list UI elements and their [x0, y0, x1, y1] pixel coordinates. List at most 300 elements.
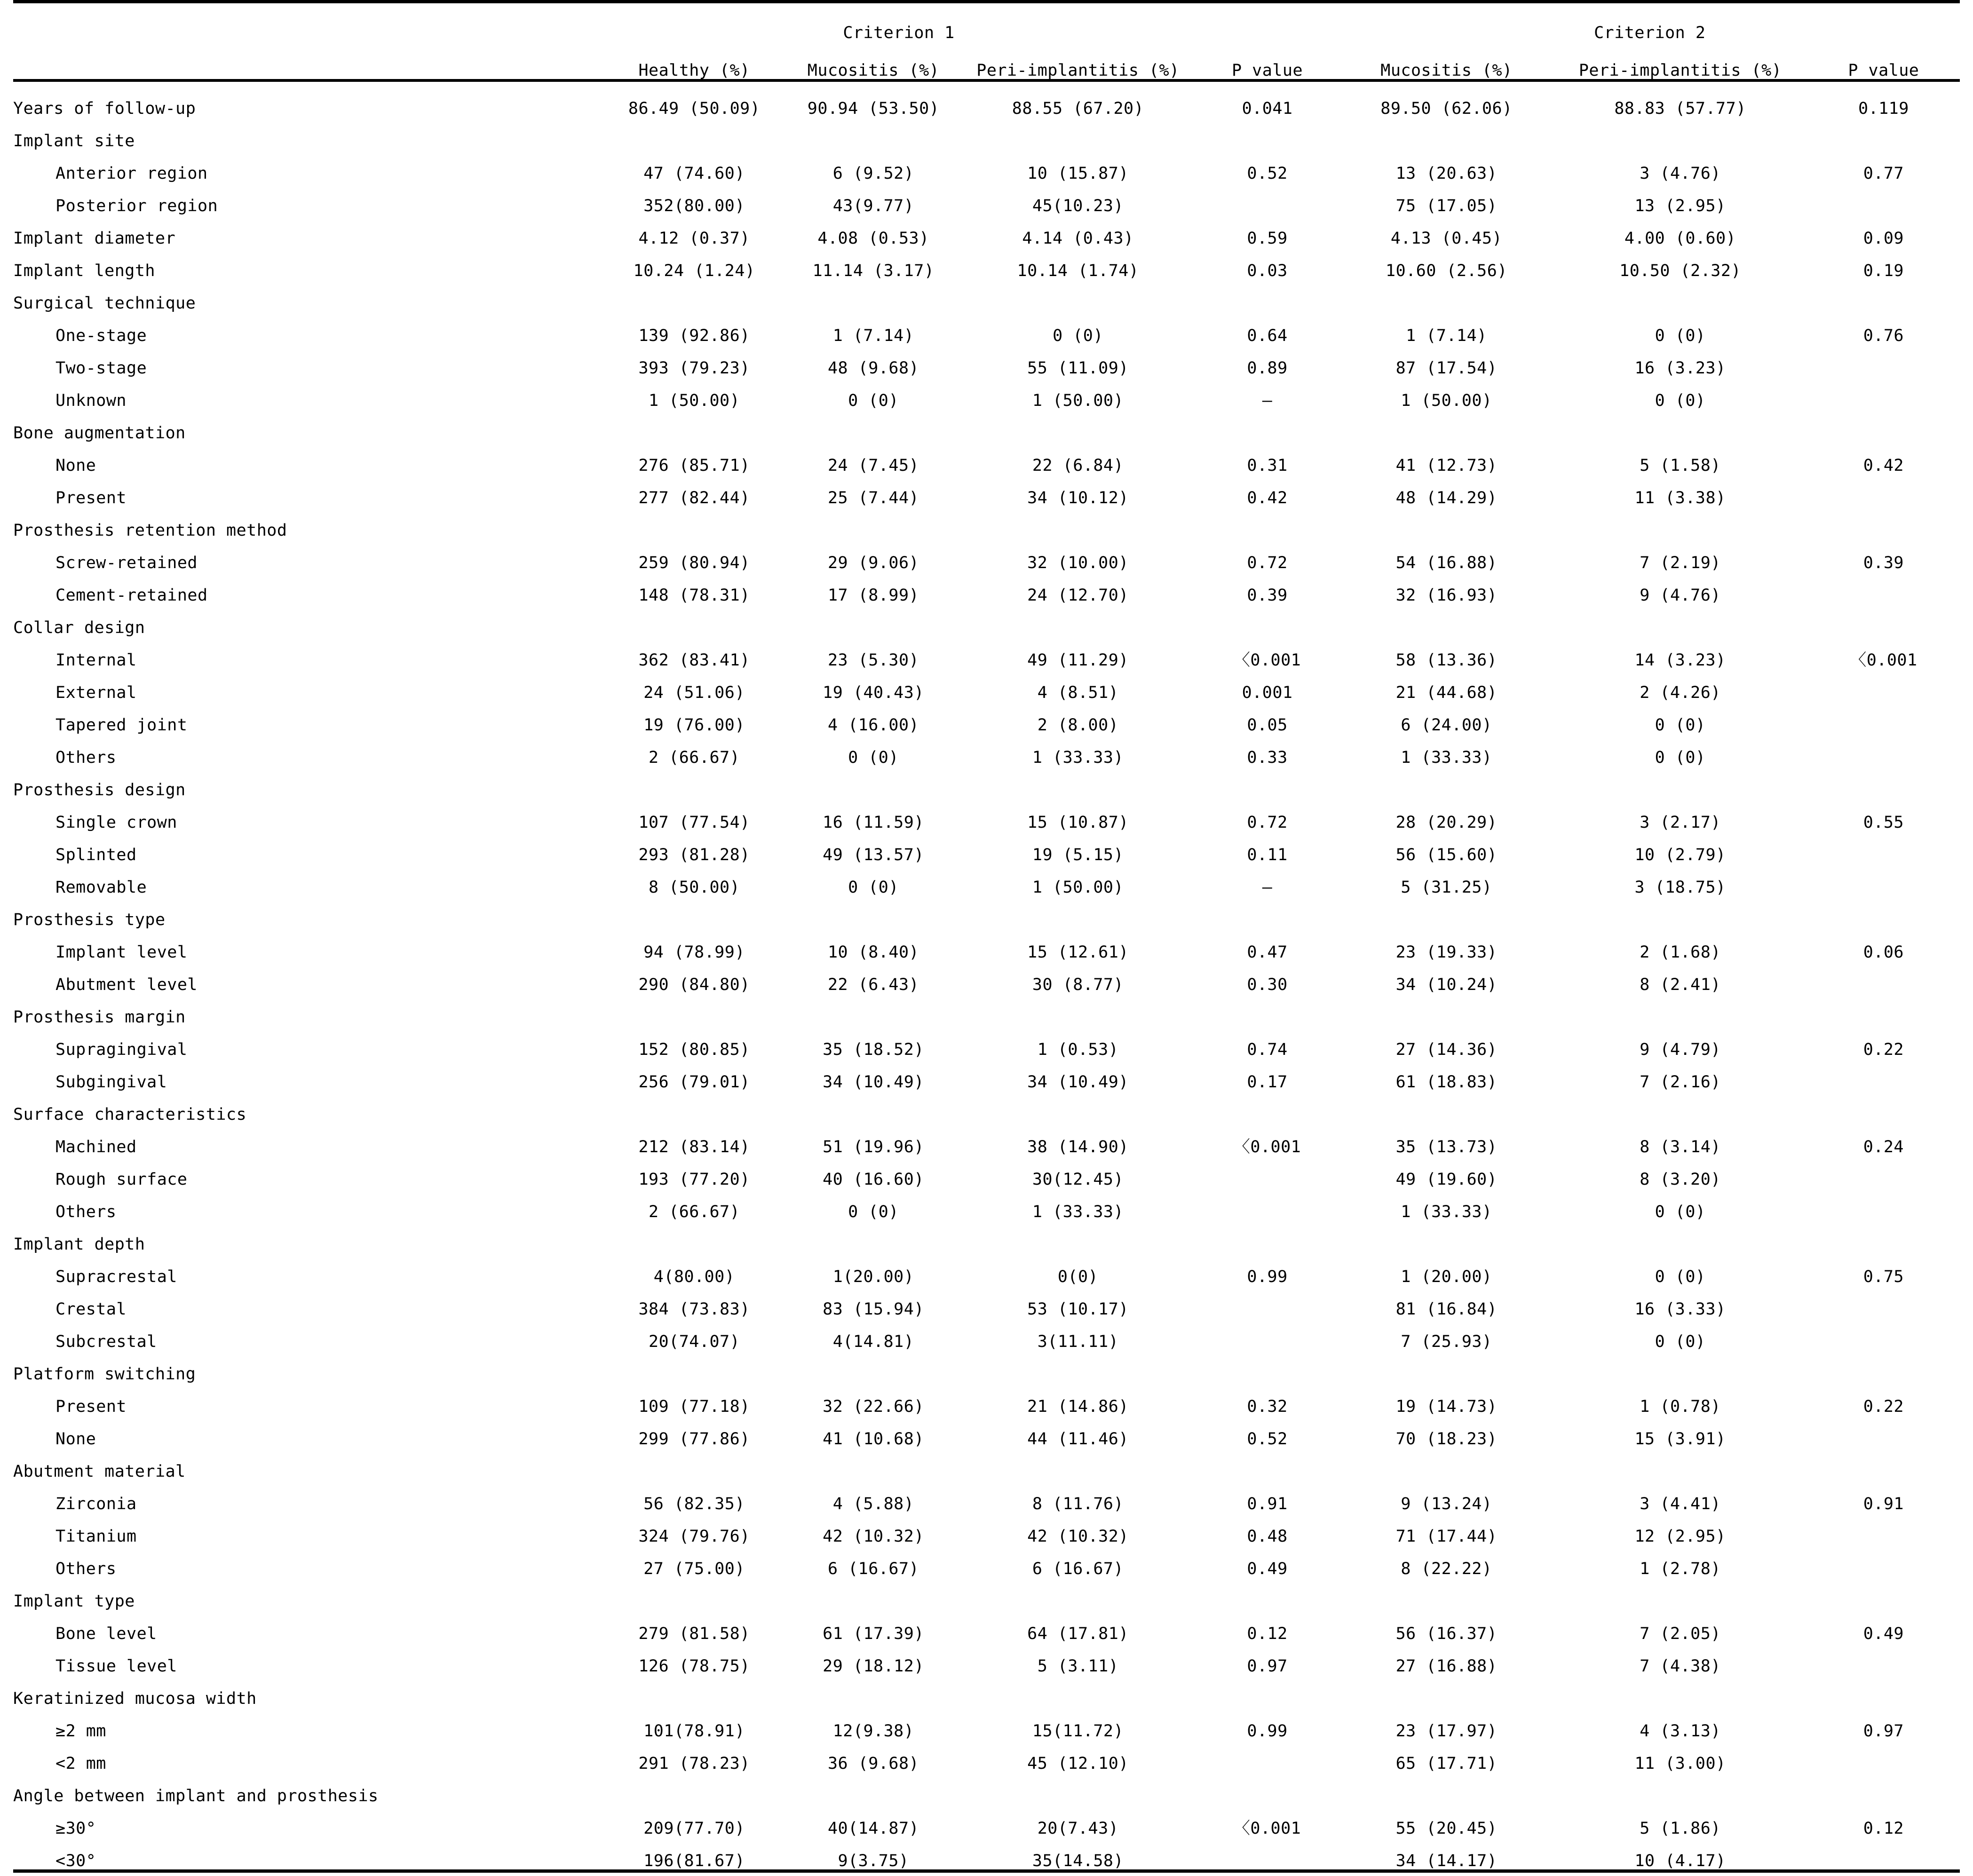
cell-mucositis-c2 — [1340, 1577, 1553, 1610]
cell-peri-implantitis-c1: 1 (50.00) — [961, 863, 1195, 896]
row-sublabel: Unknown — [13, 377, 603, 409]
group-header-row — [13, 7, 1960, 41]
cell-p-value-c2 — [1807, 279, 1960, 312]
row-sublabel: Two-stage — [13, 344, 603, 377]
cell-mucositis-c2: 55 (20.45) — [1340, 1805, 1553, 1837]
cell-p-value-c2: 0.77 — [1807, 150, 1960, 182]
cell-p-value-c1 — [1195, 1740, 1340, 1772]
cell-healthy: 2 (66.67) — [603, 1188, 786, 1220]
cell-p-value-c2: 0.22 — [1807, 1026, 1960, 1058]
cell-mucositis-c1: 1(20.00) — [786, 1253, 961, 1285]
cell-mucositis-c2: 4.13 (0.45) — [1340, 214, 1553, 247]
cell-peri-implantitis-c1: 3(11.11) — [961, 1318, 1195, 1350]
cell-peri-implantitis-c2: 4 (3.13) — [1553, 1707, 1807, 1740]
cell-mucositis-c1: 34 (10.49) — [786, 1058, 961, 1091]
cell-peri-implantitis-c2 — [1553, 604, 1807, 636]
row-sublabel: Present — [13, 474, 603, 507]
cell-peri-implantitis-c2: 5 (1.86) — [1553, 1805, 1807, 1837]
cell-peri-implantitis-c2: 16 (3.33) — [1553, 1285, 1807, 1318]
cell-p-value-c1: 0.42 — [1195, 474, 1340, 507]
cell-peri-implantitis-c2: 3 (18.75) — [1553, 863, 1807, 896]
cell-peri-implantitis-c2 — [1553, 896, 1807, 928]
table-row — [13, 1123, 1960, 1156]
cell-peri-implantitis-c2: 15 (3.91) — [1553, 1415, 1807, 1448]
cell-p-value-c2 — [1807, 409, 1960, 442]
cell-peri-implantitis-c1: 34 (10.12) — [961, 474, 1195, 507]
cell-peri-implantitis-c2: 7 (2.19) — [1553, 539, 1807, 571]
cell-mucositis-c1: 61 (17.39) — [786, 1610, 961, 1642]
table-head — [13, 2, 1960, 85]
cell-mucositis-c2: 6 (24.00) — [1340, 701, 1553, 734]
cell-healthy: 290 (84.80) — [603, 961, 786, 993]
cell-mucositis-c1: 49 (13.57) — [786, 831, 961, 863]
cell-healthy: 10.24 (1.24) — [603, 247, 786, 279]
cell-peri-implantitis-c2 — [1553, 766, 1807, 799]
cell-peri-implantitis-c1 — [961, 1577, 1195, 1610]
column-header-p-value-c2: P value — [1807, 41, 1960, 80]
cell-mucositis-c1 — [786, 1220, 961, 1253]
cell-peri-implantitis-c2: 3 (4.76) — [1553, 150, 1807, 182]
cell-peri-implantitis-c2: 5 (1.58) — [1553, 442, 1807, 474]
cell-healthy: 279 (81.58) — [603, 1610, 786, 1642]
cell-p-value-c2 — [1807, 669, 1960, 701]
cell-p-value-c2: 0.19 — [1807, 247, 1960, 279]
table-row — [13, 1383, 1960, 1415]
cell-peri-implantitis-c1: 10 (15.87) — [961, 150, 1195, 182]
table-row — [13, 604, 1960, 636]
cell-peri-implantitis-c1 — [961, 1220, 1195, 1253]
cell-p-value-c2 — [1807, 896, 1960, 928]
cell-mucositis-c1: 19 (40.43) — [786, 669, 961, 701]
cell-mucositis-c2 — [1340, 604, 1553, 636]
cell-healthy: 47 (74.60) — [603, 150, 786, 182]
cell-peri-implantitis-c1: 45 (12.10) — [961, 1740, 1195, 1772]
cell-mucositis-c1 — [786, 1448, 961, 1480]
cell-p-value-c2 — [1807, 1415, 1960, 1448]
row-label: Implant type — [13, 1577, 603, 1610]
cell-p-value-c2 — [1807, 1772, 1960, 1805]
row-sublabel: None — [13, 442, 603, 474]
cell-peri-implantitis-c2: 10.50 (2.32) — [1553, 247, 1807, 279]
cell-p-value-c1: 0.12 — [1195, 1610, 1340, 1642]
cell-healthy: 276 (85.71) — [603, 442, 786, 474]
row-label: Surgical technique — [13, 279, 603, 312]
cell-p-value-c2 — [1807, 1545, 1960, 1577]
table-row — [13, 1091, 1960, 1123]
cell-healthy: 107 (77.54) — [603, 799, 786, 831]
rule-top — [13, 2, 1960, 7]
cell-healthy: 324 (79.76) — [603, 1512, 786, 1545]
cell-mucositis-c2: 8 (22.22) — [1340, 1545, 1553, 1577]
table-row — [13, 1448, 1960, 1480]
row-sublabel: Machined — [13, 1123, 603, 1156]
cell-healthy: 4.12 (0.37) — [603, 214, 786, 247]
cell-p-value-c1 — [1195, 279, 1340, 312]
cell-p-value-c2 — [1807, 993, 1960, 1026]
cell-peri-implantitis-c1 — [961, 1350, 1195, 1383]
cell-p-value-c2: 0.09 — [1807, 214, 1960, 247]
row-sublabel: Internal — [13, 636, 603, 669]
cell-p-value-c2 — [1807, 1740, 1960, 1772]
column-header-blank — [13, 41, 603, 80]
table-body — [13, 85, 1960, 1871]
cell-p-value-c2 — [1807, 1448, 1960, 1480]
cell-p-value-c1 — [1195, 604, 1340, 636]
cell-p-value-c1 — [1195, 1837, 1340, 1871]
cell-healthy — [603, 1350, 786, 1383]
group-header-spacer — [13, 7, 603, 41]
cell-p-value-c1: 0.97 — [1195, 1642, 1340, 1675]
cell-healthy — [603, 896, 786, 928]
cell-mucositis-c1: 22 (6.43) — [786, 961, 961, 993]
cell-p-value-c2 — [1807, 1577, 1960, 1610]
cell-p-value-c1: 0.39 — [1195, 571, 1340, 604]
cell-mucositis-c2 — [1340, 279, 1553, 312]
table-row — [13, 1318, 1960, 1350]
cell-peri-implantitis-c1: 1 (33.33) — [961, 734, 1195, 766]
table-row — [13, 344, 1960, 377]
row-label: Prosthesis design — [13, 766, 603, 799]
cell-peri-implantitis-c2: 0 (0) — [1553, 701, 1807, 734]
cell-mucositis-c2 — [1340, 1091, 1553, 1123]
cell-p-value-c2: 〈0.001 — [1807, 636, 1960, 669]
cell-peri-implantitis-c2: 1 (0.78) — [1553, 1383, 1807, 1415]
cell-p-value-c2 — [1807, 604, 1960, 636]
cell-peri-implantitis-c1 — [961, 279, 1195, 312]
cell-peri-implantitis-c2: 0 (0) — [1553, 377, 1807, 409]
cell-p-value-c1: 0.52 — [1195, 1415, 1340, 1448]
cell-peri-implantitis-c2: 4.00 (0.60) — [1553, 214, 1807, 247]
cell-peri-implantitis-c1: 30(12.45) — [961, 1156, 1195, 1188]
row-label: Surface characteristics — [13, 1091, 603, 1123]
row-sublabel: Removable — [13, 863, 603, 896]
cell-mucositis-c2 — [1340, 1772, 1553, 1805]
cell-p-value-c1: 0.17 — [1195, 1058, 1340, 1091]
row-label: Years of follow-up — [13, 85, 603, 117]
cell-mucositis-c2: 70 (18.23) — [1340, 1415, 1553, 1448]
cell-p-value-c2 — [1807, 1675, 1960, 1707]
cell-p-value-c1 — [1195, 1448, 1340, 1480]
cell-mucositis-c2: 56 (15.60) — [1340, 831, 1553, 863]
cell-p-value-c2: 0.91 — [1807, 1480, 1960, 1512]
cell-mucositis-c2: 21 (44.68) — [1340, 669, 1553, 701]
cell-healthy: 152 (80.85) — [603, 1026, 786, 1058]
cell-mucositis-c2: 89.50 (62.06) — [1340, 85, 1553, 117]
row-label: Prosthesis type — [13, 896, 603, 928]
cell-healthy: 259 (80.94) — [603, 539, 786, 571]
cell-p-value-c2: 0.06 — [1807, 928, 1960, 961]
cell-healthy: 19 (76.00) — [603, 701, 786, 734]
cell-p-value-c1: 0.05 — [1195, 701, 1340, 734]
cell-p-value-c2 — [1807, 863, 1960, 896]
table-row — [13, 85, 1960, 117]
cell-peri-implantitis-c1 — [961, 1448, 1195, 1480]
table-row — [13, 1837, 1960, 1871]
cell-p-value-c1: 0.03 — [1195, 247, 1340, 279]
cell-p-value-c2 — [1807, 1285, 1960, 1318]
cell-mucositis-c1: 0 (0) — [786, 377, 961, 409]
cell-healthy — [603, 766, 786, 799]
cell-p-value-c2: 0.55 — [1807, 799, 1960, 831]
cell-peri-implantitis-c1: 35(14.58) — [961, 1837, 1195, 1871]
cell-healthy — [603, 1772, 786, 1805]
cell-mucositis-c1: 4 (5.88) — [786, 1480, 961, 1512]
cell-peri-implantitis-c2: 11 (3.38) — [1553, 474, 1807, 507]
cell-mucositis-c2: 1 (33.33) — [1340, 1188, 1553, 1220]
table-row — [13, 150, 1960, 182]
cell-mucositis-c1 — [786, 1091, 961, 1123]
cell-p-value-c2 — [1807, 734, 1960, 766]
cell-peri-implantitis-c2: 2 (4.26) — [1553, 669, 1807, 701]
row-sublabel: Screw-retained — [13, 539, 603, 571]
cell-healthy: 299 (77.86) — [603, 1415, 786, 1448]
cell-peri-implantitis-c1: 1 (50.00) — [961, 377, 1195, 409]
row-sublabel: Subcrestal — [13, 1318, 603, 1350]
cell-p-value-c1: 0.30 — [1195, 961, 1340, 993]
cell-p-value-c1: 〈0.001 — [1195, 636, 1340, 669]
table-row — [13, 409, 1960, 442]
row-sublabel: Supracrestal — [13, 1253, 603, 1285]
row-sublabel: Implant level — [13, 928, 603, 961]
cell-p-value-c2 — [1807, 182, 1960, 214]
cell-p-value-c2: 0.39 — [1807, 539, 1960, 571]
row-sublabel: ≥2 mm — [13, 1707, 603, 1740]
cell-p-value-c1: 0.52 — [1195, 150, 1340, 182]
cell-peri-implantitis-c1 — [961, 766, 1195, 799]
cell-peri-implantitis-c1: 45(10.23) — [961, 182, 1195, 214]
table-row — [13, 636, 1960, 669]
table-row — [13, 1577, 1960, 1610]
cell-p-value-c1 — [1195, 1350, 1340, 1383]
cell-mucositis-c2: 1 (7.14) — [1340, 312, 1553, 344]
cell-healthy: 27 (75.00) — [603, 1545, 786, 1577]
cell-p-value-c2 — [1807, 1350, 1960, 1383]
cell-mucositis-c1: 42 (10.32) — [786, 1512, 961, 1545]
cell-peri-implantitis-c1: 6 (16.67) — [961, 1545, 1195, 1577]
table-row — [13, 766, 1960, 799]
cell-mucositis-c2: 75 (17.05) — [1340, 182, 1553, 214]
cell-peri-implantitis-c2 — [1553, 507, 1807, 539]
cell-mucositis-c1 — [786, 507, 961, 539]
cell-mucositis-c2: 5 (31.25) — [1340, 863, 1553, 896]
row-sublabel: Others — [13, 1188, 603, 1220]
column-header-peri-implantitis-c2: Peri-implantitis (%) — [1553, 41, 1807, 80]
cell-peri-implantitis-c1 — [961, 507, 1195, 539]
cell-mucositis-c2: 35 (13.73) — [1340, 1123, 1553, 1156]
row-label: Implant depth — [13, 1220, 603, 1253]
cell-peri-implantitis-c1 — [961, 117, 1195, 150]
cell-peri-implantitis-c1 — [961, 993, 1195, 1026]
cell-healthy — [603, 604, 786, 636]
cell-peri-implantitis-c1 — [961, 409, 1195, 442]
cell-mucositis-c2: 7 (25.93) — [1340, 1318, 1553, 1350]
cell-healthy: 384 (73.83) — [603, 1285, 786, 1318]
cell-mucositis-c1: 16 (11.59) — [786, 799, 961, 831]
cell-p-value-c1 — [1195, 1285, 1340, 1318]
cell-peri-implantitis-c1: 4.14 (0.43) — [961, 214, 1195, 247]
table-row — [13, 1156, 1960, 1188]
row-label: Implant diameter — [13, 214, 603, 247]
cell-healthy — [603, 1577, 786, 1610]
cell-peri-implantitis-c1: 44 (11.46) — [961, 1415, 1195, 1448]
cell-healthy: 256 (79.01) — [603, 1058, 786, 1091]
table-row — [13, 1285, 1960, 1318]
table-row — [13, 1253, 1960, 1285]
cell-mucositis-c1: 12(9.38) — [786, 1707, 961, 1740]
cell-p-value-c1 — [1195, 1318, 1340, 1350]
cell-healthy: 4(80.00) — [603, 1253, 786, 1285]
cell-mucositis-c1: 40(14.87) — [786, 1805, 961, 1837]
cell-mucositis-c1: 0 (0) — [786, 863, 961, 896]
cell-mucositis-c2: 34 (10.24) — [1340, 961, 1553, 993]
row-label: Implant length — [13, 247, 603, 279]
cell-peri-implantitis-c2 — [1553, 1091, 1807, 1123]
cell-mucositis-c1: 25 (7.44) — [786, 474, 961, 507]
cell-mucositis-c1 — [786, 1675, 961, 1707]
row-sublabel: Posterior region — [13, 182, 603, 214]
cell-p-value-c1 — [1195, 1188, 1340, 1220]
cell-peri-implantitis-c1: 21 (14.86) — [961, 1383, 1195, 1415]
cell-peri-implantitis-c1: 19 (5.15) — [961, 831, 1195, 863]
row-sublabel: Subgingival — [13, 1058, 603, 1091]
cell-p-value-c1: 0.64 — [1195, 312, 1340, 344]
cell-p-value-c1: 0.59 — [1195, 214, 1340, 247]
cell-peri-implantitis-c2: 10 (4.17) — [1553, 1837, 1807, 1871]
cell-healthy: 24 (51.06) — [603, 669, 786, 701]
column-header-row — [13, 41, 1960, 80]
cell-mucositis-c2 — [1340, 1675, 1553, 1707]
table-row — [13, 1480, 1960, 1512]
row-label: Collar design — [13, 604, 603, 636]
cell-peri-implantitis-c1: 15 (10.87) — [961, 799, 1195, 831]
cell-p-value-c1: 0.001 — [1195, 669, 1340, 701]
implant-outcomes-table — [13, 0, 1960, 1876]
cell-p-value-c2: 0.75 — [1807, 1253, 1960, 1285]
cell-mucositis-c1: 0 (0) — [786, 1188, 961, 1220]
group-header-criterion-1: Criterion 1 — [603, 7, 1195, 41]
cell-mucositis-c1: 4.08 (0.53) — [786, 214, 961, 247]
cell-mucositis-c1 — [786, 117, 961, 150]
cell-mucositis-c1: 10 (8.40) — [786, 928, 961, 961]
cell-p-value-c1 — [1195, 896, 1340, 928]
cell-p-value-c1: 0.48 — [1195, 1512, 1340, 1545]
cell-p-value-c2: 0.49 — [1807, 1610, 1960, 1642]
cell-healthy — [603, 1675, 786, 1707]
cell-peri-implantitis-c1: 20(7.43) — [961, 1805, 1195, 1837]
cell-peri-implantitis-c2: 11 (3.00) — [1553, 1740, 1807, 1772]
row-label: Angle between implant and prosthesis — [13, 1772, 603, 1805]
table-row — [13, 571, 1960, 604]
cell-p-value-c1 — [1195, 1220, 1340, 1253]
cell-peri-implantitis-c1: 88.55 (67.20) — [961, 85, 1195, 117]
rule-mid — [13, 80, 1960, 85]
row-sublabel: Zirconia — [13, 1480, 603, 1512]
cell-mucositis-c2: 27 (16.88) — [1340, 1642, 1553, 1675]
cell-mucositis-c2 — [1340, 409, 1553, 442]
cell-peri-implantitis-c2: 88.83 (57.77) — [1553, 85, 1807, 117]
cell-p-value-c1: 0.11 — [1195, 831, 1340, 863]
table-row — [13, 279, 1960, 312]
cell-mucositis-c1: 90.94 (53.50) — [786, 85, 961, 117]
cell-peri-implantitis-c1: 49 (11.29) — [961, 636, 1195, 669]
cell-p-value-c2 — [1807, 1220, 1960, 1253]
cell-p-value-c1 — [1195, 1091, 1340, 1123]
cell-healthy: 209(77.70) — [603, 1805, 786, 1837]
column-header-mucositis-c2: Mucositis (%) — [1340, 41, 1553, 80]
cell-mucositis-c2 — [1340, 117, 1553, 150]
cell-peri-implantitis-c1: 38 (14.90) — [961, 1123, 1195, 1156]
cell-healthy: 8 (50.00) — [603, 863, 786, 896]
row-sublabel: <2 mm — [13, 1740, 603, 1772]
cell-healthy: 139 (92.86) — [603, 312, 786, 344]
cell-healthy: 94 (78.99) — [603, 928, 786, 961]
table-row — [13, 1707, 1960, 1740]
cell-healthy — [603, 279, 786, 312]
cell-healthy: 212 (83.14) — [603, 1123, 786, 1156]
cell-healthy — [603, 1220, 786, 1253]
cell-peri-implantitis-c1 — [961, 604, 1195, 636]
cell-p-value-c2 — [1807, 1318, 1960, 1350]
cell-mucositis-c2 — [1340, 1448, 1553, 1480]
cell-p-value-c1: 0.32 — [1195, 1383, 1340, 1415]
table-row — [13, 1058, 1960, 1091]
cell-mucositis-c2: 71 (17.44) — [1340, 1512, 1553, 1545]
cell-mucositis-c1: 17 (8.99) — [786, 571, 961, 604]
cell-mucositis-c1 — [786, 279, 961, 312]
cell-peri-implantitis-c1: 53 (10.17) — [961, 1285, 1195, 1318]
cell-mucositis-c2 — [1340, 993, 1553, 1026]
cell-mucositis-c2: 1 (20.00) — [1340, 1253, 1553, 1285]
cell-mucositis-c1: 23 (5.30) — [786, 636, 961, 669]
cell-p-value-c2: 0.22 — [1807, 1383, 1960, 1415]
table-row — [13, 1512, 1960, 1545]
table-row — [13, 377, 1960, 409]
table-row — [13, 734, 1960, 766]
cell-mucositis-c2: 10.60 (2.56) — [1340, 247, 1553, 279]
row-sublabel: One-stage — [13, 312, 603, 344]
cell-mucositis-c2: 81 (16.84) — [1340, 1285, 1553, 1318]
cell-mucositis-c2 — [1340, 1220, 1553, 1253]
row-sublabel: Titanium — [13, 1512, 603, 1545]
cell-healthy: 362 (83.41) — [603, 636, 786, 669]
cell-p-value-c2: 0.12 — [1807, 1805, 1960, 1837]
cell-p-value-c2: 0.97 — [1807, 1707, 1960, 1740]
cell-p-value-c1 — [1195, 1577, 1340, 1610]
column-header-healthy: Healthy (%) — [603, 41, 786, 80]
column-header-peri-implantitis-c1: Peri-implantitis (%) — [961, 41, 1195, 80]
cell-p-value-c1: 0.99 — [1195, 1253, 1340, 1285]
cell-peri-implantitis-c2: 3 (4.41) — [1553, 1480, 1807, 1512]
table-row — [13, 507, 1960, 539]
cell-mucositis-c1: 32 (22.66) — [786, 1383, 961, 1415]
cell-healthy: 56 (82.35) — [603, 1480, 786, 1512]
row-sublabel: Tissue level — [13, 1642, 603, 1675]
cell-peri-implantitis-c1: 30 (8.77) — [961, 961, 1195, 993]
cell-mucositis-c2: 87 (17.54) — [1340, 344, 1553, 377]
cell-mucositis-c2: 23 (19.33) — [1340, 928, 1553, 961]
cell-p-value-c1 — [1195, 182, 1340, 214]
cell-p-value-c2 — [1807, 961, 1960, 993]
cell-peri-implantitis-c2 — [1553, 1448, 1807, 1480]
table-row — [13, 896, 1960, 928]
cell-mucositis-c1: 41 (10.68) — [786, 1415, 961, 1448]
cell-p-value-c1 — [1195, 1772, 1340, 1805]
cell-p-value-c2 — [1807, 1512, 1960, 1545]
cell-peri-implantitis-c2 — [1553, 1220, 1807, 1253]
table-row — [13, 1415, 1960, 1448]
table-row — [13, 1642, 1960, 1675]
row-sublabel: Others — [13, 734, 603, 766]
